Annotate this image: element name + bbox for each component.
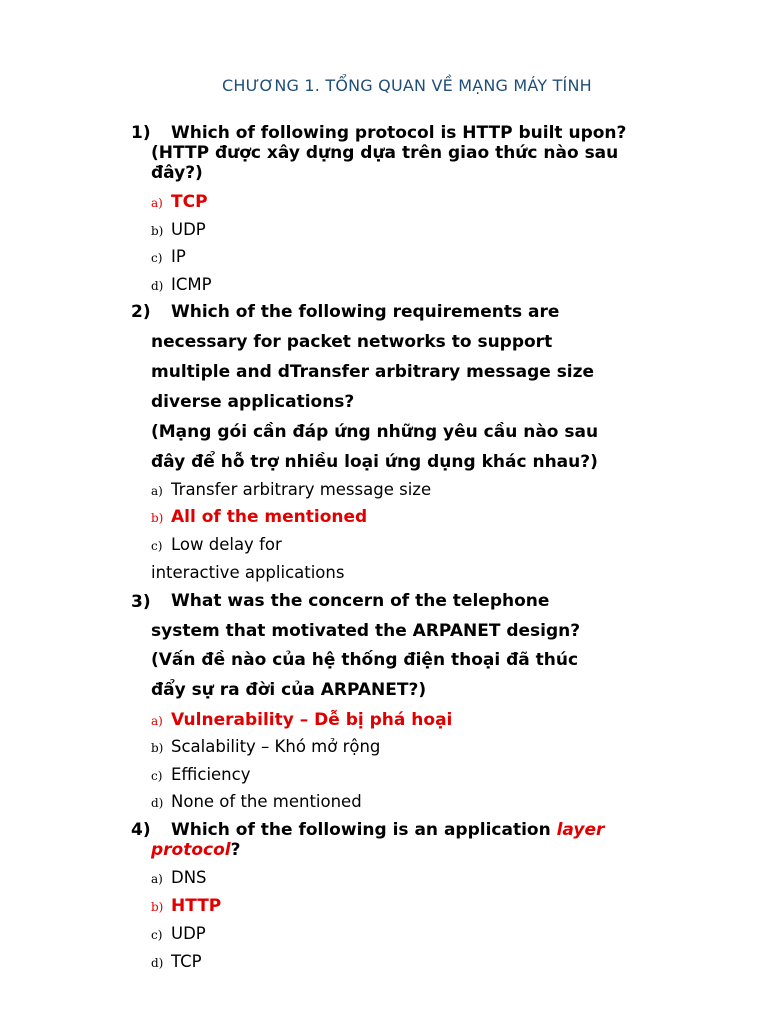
question-number: 4) [131, 820, 151, 840]
question-text: (Mạng gói cần đáp ứng những yêu cầu nào sau [151, 422, 599, 442]
question-text: đây?) [151, 163, 203, 183]
option-text: UDP [171, 220, 206, 239]
option-letter: d) [151, 279, 164, 293]
option-text: DNS [171, 868, 207, 887]
question-2 [131, 297, 598, 477]
option-text: Low delay for [171, 535, 282, 554]
option-letter: d) [151, 956, 164, 970]
question-text: system that motivated the ARPANET design? [151, 620, 581, 641]
question-number: 3) [131, 592, 151, 612]
option-text: TCP [171, 952, 202, 971]
option-text: Scalability – Khó mở rộng [171, 737, 381, 756]
option-letter: a) [151, 196, 163, 210]
option-letter: a) [151, 484, 163, 498]
question-text: multiple and dTransfer arbitrary message size [151, 362, 595, 382]
question-text: diverse applications? [151, 392, 355, 412]
option-letter: b) [151, 741, 164, 755]
question-emphasis: protocol [151, 840, 231, 860]
option-letter: b) [151, 511, 164, 525]
option-letter: c) [151, 769, 163, 783]
question-emphasis: layer [556, 820, 605, 840]
question-text: Which of the following requirements are [171, 302, 560, 322]
option-text: Transfer arbitrary message size [171, 480, 432, 499]
option-letter: c) [151, 251, 163, 265]
question-text: Which of the following is an application [171, 820, 557, 840]
option-text: UDP [171, 924, 206, 943]
option-letter: c) [151, 928, 163, 942]
question-text: Which of following protocol is HTTP built upon? [171, 123, 627, 143]
option-text: IP [171, 247, 186, 266]
question-3 [131, 587, 580, 705]
option-letter: d) [151, 796, 164, 810]
question-4 [131, 820, 604, 860]
question-text: (Vấn đề nào của hệ thống điện thoại đã thúc [151, 650, 579, 670]
question-text: đây để hỗ trợ nhiều loại ứng dụng khác nhau?) [151, 452, 598, 472]
option-letter: a) [151, 872, 163, 886]
option-2c-continuation: interactive applications [151, 563, 345, 582]
option-text: Efficiency [171, 765, 251, 784]
option-text: None of the mentioned [171, 792, 362, 811]
question-1 [131, 123, 626, 183]
option-letter: b) [151, 224, 164, 238]
question-text: What was the concern of the telephone [171, 591, 550, 611]
question-text: ? [230, 840, 241, 860]
option-letter: b) [151, 900, 164, 914]
option-text: ICMP [171, 275, 212, 294]
chapter-title: CHƯƠNG 1. TỔNG QUAN VỀ MẠNG MÁY TÍNH [222, 76, 592, 95]
option-text: Vulnerability – Dễ bị phá hoại [171, 710, 453, 730]
question-number: 2) [131, 302, 151, 322]
question-text: necessary for packet networks to support [151, 332, 553, 352]
option-text: TCP [171, 192, 208, 212]
option-text: HTTP [171, 896, 222, 916]
question-number: 1) [131, 123, 151, 143]
option-text: All of the mentioned [171, 507, 368, 527]
option-letter: c) [151, 539, 163, 553]
question-text: (HTTP được xây dựng dựa trên giao thức nào sau [151, 143, 619, 163]
question-text: đẩy sự ra đời của ARPANET?) [151, 679, 427, 700]
option-letter: a) [151, 714, 163, 728]
